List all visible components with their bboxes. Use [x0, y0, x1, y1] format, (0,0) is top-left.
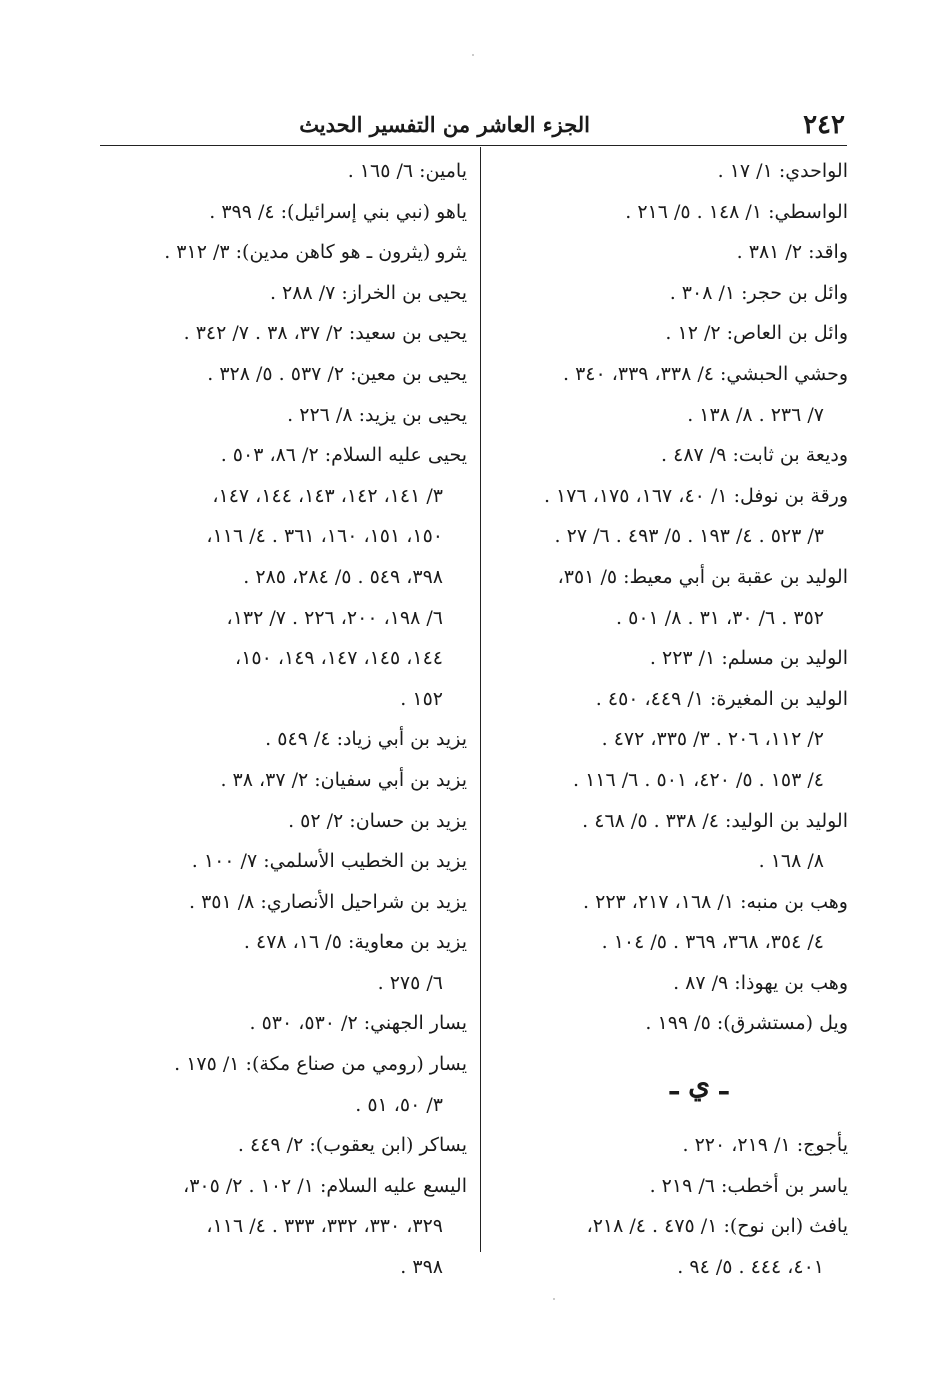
index-entry: الوليد بن الوليد: ٤/ ٣٣٨ . ٥/ ٤٦٨ .	[582, 809, 848, 832]
running-title: الجزء العاشر من التفسير الحديث	[299, 112, 590, 137]
index-entries-ya	[490, 1125, 848, 1287]
index-entry: يأجوج: ١/ ٢١٩، ٢٢٠ .	[682, 1134, 848, 1157]
column-divider	[480, 147, 481, 1252]
index-entry: يحيى بن الخراز: ٧/ ٢٨٨ .	[269, 281, 467, 304]
index-entry-continuation: ٤٠١، ٤٤٤ . ٥/ ٩٤ .	[677, 1255, 824, 1278]
index-entry-continuation: ٣٥٢ . ٦/ ٣٠، ٣١ . ٨/ ٥٠١ .	[616, 606, 824, 629]
index-entry: يزيد بن أبي زياد: ٤/ ٥٤٩ .	[265, 728, 467, 751]
index-entry: يحيى بن معين: ٢/ ٥٣٧ . ٥/ ٣٢٨ .	[207, 362, 467, 385]
index-entries-left	[100, 151, 467, 1288]
index-entry: وهب بن منبه: ١/ ١٦٨، ٢١٧، ٢٢٣ .	[583, 890, 848, 913]
index-entry: يزيد بن الخطيب الأسلمي: ٧/ ١٠٠ .	[191, 850, 467, 873]
index-entry: يزيد بن أبي سفيان: ٢/ ٣٧، ٣٨ .	[220, 768, 467, 791]
index-entry: ويل (مستشرق): ٥/ ١٩٩ .	[645, 1012, 848, 1035]
index-entry: وديعة بن ثابت: ٩/ ٤٨٧ .	[661, 444, 848, 467]
header-rule	[100, 145, 847, 146]
index-entry-continuation: ٤/ ١٥٣ . ٥/ ٤٢٠، ٥٠١ . ٦/ ١١٦ .	[572, 768, 824, 791]
index-entry-continuation: ٦/ ١٩٨، ٢٠٠، ٢٢٦ . ٧/ ١٣٢،	[226, 606, 443, 629]
index-entry-continuation: ٣٢٩، ٣٣٠، ٣٣٢، ٣٣٣ . ٤/ ١١٦،	[206, 1215, 443, 1238]
index-entry: وائل بن حجر: ١/ ٣٠٨ .	[669, 281, 848, 304]
index-entry-continuation: ٢/ ١١٢، ٢٠٦ . ٣/ ٣٣٥، ٤٧٢ .	[601, 728, 824, 751]
index-entry-continuation: ١٤٤، ١٤٥، ١٤٧، ١٤٩، ١٥٠،	[235, 647, 443, 670]
index-entry: الواسطي: ١/ ١٤٨ . ٥/ ٢١٦ .	[625, 200, 848, 223]
index-entry: يحيى عليه السلام: ٢/ ٨٦، ٥٠٣ .	[220, 444, 467, 467]
index-entry: الواحدي: ١/ ١٧ .	[717, 160, 848, 182]
index-entry-continuation: ٣٩٨، ٥٤٩ . ٥/ ٢٨٤، ٢٨٥ .	[243, 565, 443, 588]
index-entry: وهب بن يهوذا: ٩/ ٨٧ .	[673, 971, 848, 994]
scan-speck	[472, 54, 474, 56]
index-column-right	[490, 151, 848, 1287]
index-entry: يساكر (ابن يعقوب): ٢/ ٤٤٩ .	[237, 1134, 467, 1157]
index-entry: واقد: ٢/ ٣٨١ .	[736, 241, 848, 264]
index-entry-continuation: ٣/ ٥٠، ٥١ .	[355, 1093, 443, 1116]
index-entry: يزيد بن حسان: ٢/ ٥٢ .	[288, 809, 467, 832]
index-entry-continuation: ١٥٢ .	[400, 687, 443, 710]
index-entry: ياهو (نبي بني إسرائيل): ٤/ ٣٩٩ .	[209, 200, 467, 223]
index-entry-continuation: ٦/ ٢٧٥ .	[377, 971, 443, 994]
page-number: ٢٤٢	[803, 110, 845, 140]
index-entry: وحشي الحبشي: ٤/ ٣٣٨، ٣٣٩، ٣٤٠ .	[562, 362, 848, 385]
index-entry-continuation: ٧/ ٢٣٦ . ٨/ ١٣٨ .	[687, 403, 824, 426]
index-entry: يسار الجهني: ٢/ ٥٣٠، ٥٣٠ .	[249, 1012, 467, 1035]
index-entry-continuation: ٨/ ١٦٨ .	[758, 850, 824, 873]
index-entry: يسار (رومي من صناع مكة): ١/ ١٧٥ .	[174, 1053, 467, 1076]
index-entry: يامين: ٦/ ١٦٥ .	[347, 160, 467, 182]
index-entry: يحيى بن سعيد: ٢/ ٣٧، ٣٨ . ٧/ ٣٤٢ .	[183, 322, 467, 345]
index-entry: يحيى بن يزيد: ٨/ ٢٢٦ .	[287, 403, 467, 426]
index-entry: ورقة بن نوفل: ١/ ٤٠، ١٦٧، ١٧٥، ١٧٦ .	[543, 484, 848, 507]
index-entries-right	[490, 151, 848, 1044]
index-entry: يزيد بن شراحيل الأنصاري: ٨/ ٣٥١ .	[189, 890, 467, 913]
index-entry: يزيد بن معاوية: ٥/ ١٦، ٤٧٨ .	[243, 931, 467, 954]
index-entry: يثرو (يثرون ـ هو كاهن مدين): ٣/ ٣١٢ .	[164, 241, 467, 264]
index-entry: الوليد بن عقبة بن أبي معيط: ٥/ ٣٥١،	[557, 565, 848, 588]
index-entry-continuation: ٣/ ٥٢٣ . ٤/ ١٩٣ . ٥/ ٤٩٣ . ٦/ ٢٧ .	[554, 525, 824, 548]
scan-speck	[553, 1298, 555, 1300]
page-header	[100, 108, 845, 142]
letter-heading-ya: ـ ي ـ	[670, 1068, 728, 1102]
index-entry-continuation: ٣/ ١٤١، ١٤٢، ١٤٣، ١٤٤، ١٤٧،	[212, 484, 443, 507]
index-entry-continuation: ٣٩٨ .	[400, 1256, 443, 1279]
index-entry: وائل بن العاص: ٢/ ١٢ .	[665, 322, 848, 345]
index-column-left	[100, 151, 467, 1288]
index-entry: ياسر بن أخطب: ٦/ ٢١٩ .	[649, 1174, 848, 1197]
index-entry: يافث (ابن نوح): ١/ ٤٧٥ . ٤/ ٢١٨،	[586, 1215, 848, 1238]
index-entry: اليسع عليه السلام: ١/ ١٠٢ . ٢/ ٣٠٥،	[183, 1174, 467, 1197]
index-entry-continuation: ٤/ ٣٥٤، ٣٦٨، ٣٦٩ . ٥/ ١٠٤ .	[601, 931, 824, 954]
index-entry-continuation: ١٥٠، ١٥١، ١٦٠، ٣٦١ . ٤/ ١١٦،	[206, 525, 443, 548]
index-entry: الوليد بن مسلم: ١/ ٢٢٣ .	[649, 647, 848, 670]
index-entry: الوليد بن المغيرة: ١/ ٤٤٩، ٤٥٠ .	[595, 687, 848, 710]
